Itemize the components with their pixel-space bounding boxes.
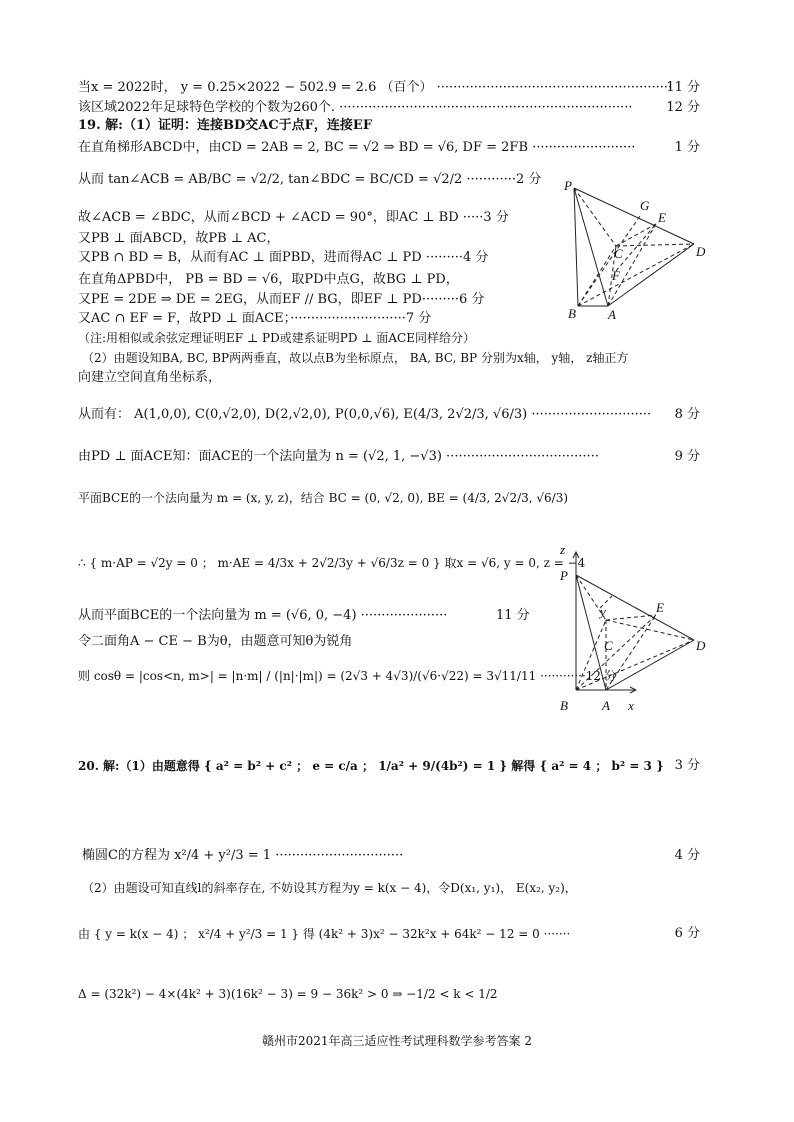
score-22: 3 分: [674, 758, 700, 773]
axis-x-label: x: [628, 698, 634, 713]
label-F: F: [612, 268, 620, 283]
line-1: 当x = 2022时， y = 0.25×2022 − 502.9 = 2.6 （百个） ·························································: [78, 80, 673, 95]
line-8: 又PB ∩ BD = B，从而有AC ⊥ 面PBD，进而得AC ⊥ PD ·········4 分: [78, 250, 489, 265]
line-9: 在直角ΔPBD中， PB = BD = √6，取PD中点G，故BG ⊥ PD，: [78, 272, 459, 287]
line-4: 在直角梯形ABCD中，由CD = 2AB = 2, BC = √2 ⇒ BD = √6, DF = 2FB ·························: [78, 140, 636, 155]
line-22: 20. 解:（1）由题意得 { a² = b² + c² ； e = c/a ； 1/a² + 9/(4b²) = 1 } 解得 { a² = 4 ； b² = 3 }: [78, 759, 664, 773]
label-P2: P: [560, 568, 568, 583]
line-25: 由 { y = k(x − 4) ； x²/4 + y²/3 = 1 } 得 (4k² + 3)x² − 32k²x + 64k² − 12 = 0 ·······: [78, 927, 571, 941]
line-24: （2）由题设可知直线l的斜率存在, 不妨设其方程为y = k(x − 4)，令D(x₁, y₁)， E(x₂, y₂)，: [82, 881, 577, 895]
coordinate-figure: [556, 540, 716, 720]
line-12: （注:用相似或余弦定理证明EF ⊥ PD或建系证明PD ⊥ 面ACE同样给分）: [78, 331, 475, 345]
line-18: ∴ { m·AP = √2y = 0 ； m·AE = 4/3x + 2√2/3y + √6/3z = 0 } 取x = √6, y = 0, z = −4: [78, 556, 586, 570]
label-D: D: [696, 244, 706, 259]
label-A2: A: [602, 698, 610, 713]
line-15: 从而有： A(1,0,0), C(0,√2,0), D(2,√2,0), P(0,0,√6), E(4/3, 2√2/3, √6/3) ·····························: [78, 407, 652, 422]
label-P: P: [564, 178, 572, 193]
line-16: 由PD ⊥ 面ACE知：面ACE的一个法向量为 n = (√2, 1, −√3) ·····································: [78, 449, 599, 464]
line-5: 从而 tan∠ACB = AB/BC = √2/2, tan∠BDC = BC/CD = √2/2 ············2 分: [78, 172, 542, 187]
axis-z-label: z: [560, 542, 566, 557]
label-E2: E: [656, 600, 664, 615]
line-14: 向建立空间直角坐标系，: [78, 370, 222, 385]
label-E: E: [658, 210, 666, 225]
score-2: 12 分: [666, 100, 700, 115]
label-B2: B: [560, 698, 568, 713]
label-D2: D: [696, 638, 706, 653]
pyramid-figure: [556, 176, 716, 326]
score-1: 11 分: [666, 80, 700, 95]
score-4: 1 分: [674, 140, 700, 155]
line-6: 故∠ACB = ∠BDC，从而∠BCD + ∠ACD = 90°，即AC ⊥ BD ·····3 分: [78, 210, 509, 225]
line-7: 又PB ⊥ 面ABCD，故PB ⊥ AC，: [78, 231, 280, 246]
line-17: 平面BCE的一个法向量为 m = (x, y, z)，结合 BC = (0, √2, 0), BE = (4/3, 2√2/3, √6/3): [78, 491, 569, 505]
line-20: 令二面角A − CE − B为θ，由题意可知θ为锐角: [78, 634, 353, 649]
line-26: Δ = (32k²) − 4×(4k² + 3)(16k² − 3) = 9 − 36k² > 0 ⇒ −1/2 < k < 1/2: [78, 987, 498, 1001]
label-C: C: [614, 246, 623, 261]
score-25: 6 分: [674, 926, 700, 941]
line-2: 该区域2022年足球特色学校的个数为260个. ·······································································: [78, 100, 633, 115]
score-16: 9 分: [674, 449, 700, 464]
axis-y-label: y: [600, 604, 606, 619]
line-19: 从而平面BCE的一个法向量为 m = (√6, 0, −4) ·····················: [78, 608, 448, 623]
score-15: 8 分: [674, 407, 700, 422]
line-13: （2）由题设知BA, BC, BP两两垂直，故以点B为坐标原点， BA, BC, BP 分别为x轴， y轴， z轴正方: [82, 351, 629, 365]
line-21: 则 cosθ = |cos<n, m>| = |n·m| / (|n|·|m|) = (2√3 + 4√3)/(√6·√22) = 3√11/11 ············12 分: [78, 669, 617, 683]
label-B: B: [568, 306, 576, 321]
label-A: A: [608, 307, 616, 322]
label-G: G: [640, 198, 650, 213]
score-19: 11 分: [496, 608, 530, 623]
score-23: 4 分: [674, 848, 700, 863]
line-23: 椭圆C的方程为 x²/4 + y²/3 = 1 ·······························: [82, 848, 404, 863]
line-11: 又AC ∩ EF = F，故PD ⊥ 面ACE；····························7 分: [78, 311, 432, 326]
label-C2: C: [604, 638, 613, 653]
page-footer: 赣州市2021年高三适应性考试理科数学参考答案 2: [262, 1034, 532, 1048]
line-3: 19. 解:（1）证明：连接BD交AC于点F，连接EF: [78, 118, 373, 133]
line-10: 又PE = 2DE ⇒ DE = 2EG，从而EF // BG，即EF ⊥ PD·········6 分: [78, 292, 485, 307]
